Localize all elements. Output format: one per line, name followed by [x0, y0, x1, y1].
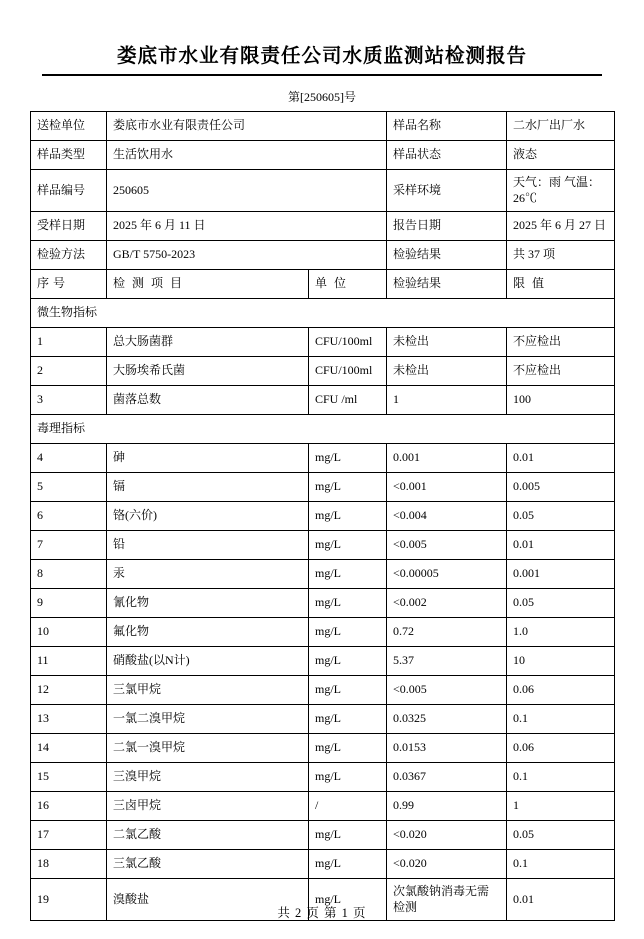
row-result: 0.0325: [387, 705, 507, 734]
row-index: 2: [31, 357, 107, 386]
row-unit: mg/L: [309, 560, 387, 589]
info-value-sample-name: 二水厂出厂水: [507, 112, 615, 141]
row-unit: mg/L: [309, 444, 387, 473]
row-item: 三溴甲烷: [107, 763, 309, 792]
table-row: [31, 647, 615, 676]
row-result: <0.004: [387, 502, 507, 531]
row-item: 铅: [107, 531, 309, 560]
row-limit: 0.01: [507, 531, 615, 560]
row-index: 3: [31, 386, 107, 415]
section-title-microbiology: 微生物指标: [31, 299, 615, 328]
row-item: 镉: [107, 473, 309, 502]
column-header-index: 序号: [31, 270, 107, 299]
row-unit: mg/L: [309, 734, 387, 763]
row-unit: mg/L: [309, 821, 387, 850]
row-result: 5.37: [387, 647, 507, 676]
row-limit: 0.06: [507, 676, 615, 705]
row-limit: 0.1: [507, 763, 615, 792]
table-row: [31, 531, 615, 560]
row-index: 9: [31, 589, 107, 618]
row-index: 4: [31, 444, 107, 473]
info-label-sample-no: 样品编号: [31, 170, 107, 212]
row-limit: 10: [507, 647, 615, 676]
row-limit: 不应检出: [507, 328, 615, 357]
row-unit: mg/L: [309, 705, 387, 734]
row-result: 1: [387, 386, 507, 415]
info-label-method: 检验方法: [31, 241, 107, 270]
table-row: [31, 792, 615, 821]
table-row: [31, 560, 615, 589]
table-row: [31, 821, 615, 850]
row-result: <0.005: [387, 531, 507, 560]
row-limit: 0.01: [507, 444, 615, 473]
row-index: 13: [31, 705, 107, 734]
row-item: 铬(六价): [107, 502, 309, 531]
row-result: <0.005: [387, 676, 507, 705]
row-limit: 不应检出: [507, 357, 615, 386]
row-limit: 0.1: [507, 705, 615, 734]
row-limit: 1.0: [507, 618, 615, 647]
row-unit: mg/L: [309, 676, 387, 705]
row-item: 三氯乙酸: [107, 850, 309, 879]
table-row: [31, 386, 615, 415]
info-value-report-date: 2025 年 6 月 27 日: [507, 212, 615, 241]
row-unit: mg/L: [309, 531, 387, 560]
info-value-sampling-env: 天气：雨 气温：26℃: [507, 170, 615, 212]
row-unit: CFU/100ml: [309, 357, 387, 386]
row-item: 二氯乙酸: [107, 821, 309, 850]
row-limit: 0.05: [507, 502, 615, 531]
table-row: [31, 444, 615, 473]
table-body: [31, 112, 615, 921]
column-header-row: [31, 270, 615, 299]
info-value-sample-no: 250605: [107, 170, 387, 212]
row-result: <0.020: [387, 821, 507, 850]
row-item: 二氯一溴甲烷: [107, 734, 309, 763]
row-index: 19: [31, 879, 107, 921]
row-unit: mg/L: [309, 618, 387, 647]
row-limit: 0.01: [507, 879, 615, 921]
info-row: [31, 241, 615, 270]
column-header-unit: 单 位: [309, 270, 387, 299]
info-label-result-count: 检验结果: [387, 241, 507, 270]
row-result: 0.0367: [387, 763, 507, 792]
info-label-sample-name: 样品名称: [387, 112, 507, 141]
table-row: [31, 589, 615, 618]
row-unit: CFU /ml: [309, 386, 387, 415]
row-result: 次氯酸钠消毒无需检测: [387, 879, 507, 921]
row-item: 溴酸盐: [107, 879, 309, 921]
page-footer: 共 2 页 第 1 页: [277, 906, 367, 920]
info-label-send-unit: 送检单位: [31, 112, 107, 141]
row-item: 总大肠菌群: [107, 328, 309, 357]
row-limit: 0.05: [507, 589, 615, 618]
row-item: 三卤甲烷: [107, 792, 309, 821]
info-row: [31, 170, 615, 212]
row-result: 0.001: [387, 444, 507, 473]
info-label-sample-type: 样品类型: [31, 141, 107, 170]
table-row: [31, 850, 615, 879]
row-result: 0.72: [387, 618, 507, 647]
row-limit: 0.1: [507, 850, 615, 879]
info-value-method: GB/T 5750-2023: [107, 241, 387, 270]
row-index: 16: [31, 792, 107, 821]
row-limit: 100: [507, 386, 615, 415]
row-index: 6: [31, 502, 107, 531]
column-header-result: 检验结果: [387, 270, 507, 299]
page-title: 娄底市水业有限责任公司水质监测站检测报告: [42, 40, 602, 76]
table-row: [31, 734, 615, 763]
row-unit: mg/L: [309, 589, 387, 618]
row-item: 氰化物: [107, 589, 309, 618]
row-index: 10: [31, 618, 107, 647]
row-unit: mg/L: [309, 850, 387, 879]
row-item: 三氯甲烷: [107, 676, 309, 705]
row-index: 8: [31, 560, 107, 589]
row-index: 5: [31, 473, 107, 502]
info-value-sample-type: 生活饮用水: [107, 141, 387, 170]
row-result: 未检出: [387, 357, 507, 386]
info-label-report-date: 报告日期: [387, 212, 507, 241]
row-result: <0.001: [387, 473, 507, 502]
row-index: 18: [31, 850, 107, 879]
row-item: 大肠埃希氏菌: [107, 357, 309, 386]
section-title-toxicology: 毒理指标: [31, 415, 615, 444]
table-row: [31, 618, 615, 647]
info-value-result-count: 共 37 项: [507, 241, 615, 270]
row-result: <0.020: [387, 850, 507, 879]
row-result: 未检出: [387, 328, 507, 357]
row-unit: mg/L: [309, 763, 387, 792]
row-item: 菌落总数: [107, 386, 309, 415]
table-row: [31, 502, 615, 531]
info-value-send-unit: 娄底市水业有限责任公司: [107, 112, 387, 141]
table-row: [31, 357, 615, 386]
section-header-row: [31, 299, 615, 328]
row-index: 12: [31, 676, 107, 705]
info-row: [31, 112, 615, 141]
row-item: 汞: [107, 560, 309, 589]
info-row: [31, 141, 615, 170]
row-index: 14: [31, 734, 107, 763]
row-unit: mg/L: [309, 502, 387, 531]
info-value-receive-date: 2025 年 6 月 11 日: [107, 212, 387, 241]
row-limit: 0.005: [507, 473, 615, 502]
row-unit: CFU/100ml: [309, 328, 387, 357]
info-row: [31, 212, 615, 241]
row-item: 砷: [107, 444, 309, 473]
row-index: 11: [31, 647, 107, 676]
column-header-limit: 限 值: [507, 270, 615, 299]
row-index: 7: [31, 531, 107, 560]
row-result: <0.002: [387, 589, 507, 618]
row-unit: mg/L: [309, 647, 387, 676]
row-unit: mg/L: [309, 473, 387, 502]
section-header-row: [31, 415, 615, 444]
info-value-sample-state: 液态: [507, 141, 615, 170]
row-item: 氟化物: [107, 618, 309, 647]
report-table: [30, 111, 615, 921]
row-index: 15: [31, 763, 107, 792]
table-row: [31, 705, 615, 734]
row-limit: 0.001: [507, 560, 615, 589]
title-container: [30, 0, 614, 76]
info-label-receive-date: 受样日期: [31, 212, 107, 241]
row-item: 硝酸盐(以N计): [107, 647, 309, 676]
row-index: 17: [31, 821, 107, 850]
table-row: [31, 763, 615, 792]
row-limit: 0.05: [507, 821, 615, 850]
row-result: 0.0153: [387, 734, 507, 763]
info-label-sampling-env: 采样环境: [387, 170, 507, 212]
table-row: [31, 473, 615, 502]
row-unit: mg/L: [309, 879, 387, 921]
column-header-item: 检 测 项 目: [107, 270, 309, 299]
row-result: <0.00005: [387, 560, 507, 589]
row-result: 0.99: [387, 792, 507, 821]
row-unit: /: [309, 792, 387, 821]
row-item: 一氯二溴甲烷: [107, 705, 309, 734]
row-index: 1: [31, 328, 107, 357]
row-limit: 0.06: [507, 734, 615, 763]
table-row: [31, 328, 615, 357]
row-limit: 1: [507, 792, 615, 821]
info-label-sample-state: 样品状态: [387, 141, 507, 170]
table-row: [31, 676, 615, 705]
report-number: 第[250605]号: [288, 90, 356, 104]
